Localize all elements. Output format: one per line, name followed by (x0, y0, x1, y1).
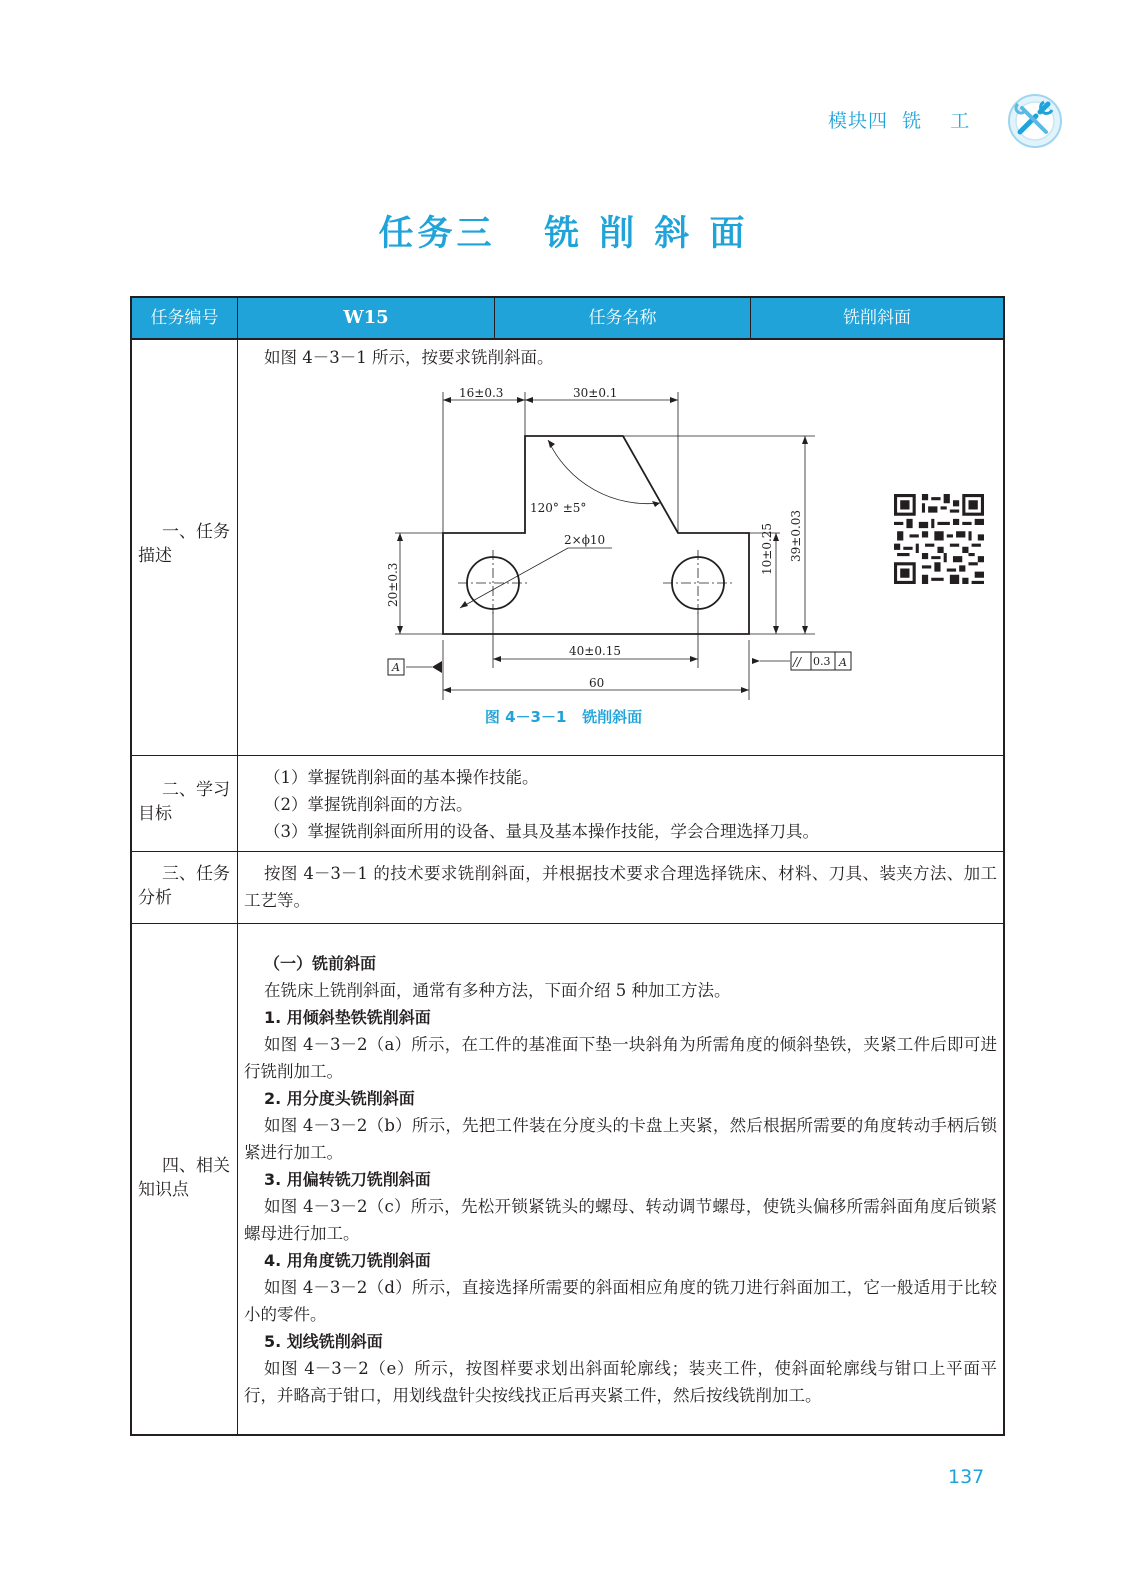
dim-39: 39±0.03 (789, 509, 803, 562)
header-cell-task-name: 铣削斜面 (843, 308, 911, 328)
row-learning-goals (132, 756, 1003, 852)
tolerance-symbol: // (793, 655, 802, 669)
dim-holes: 2×ϕ10 (564, 533, 606, 547)
page-number: 137 (948, 1466, 985, 1488)
table-header (132, 298, 1003, 340)
method-title: 1. 用倾斜垫铁铣削斜面 (264, 1008, 431, 1027)
dim-60: 60 (589, 676, 605, 690)
method-text: 如图 4－3－2（c）所示，先松开锁紧铣头的螺母、转动调节螺母，使铣头偏移所需斜面角度后锁紧螺母进行加工。 (244, 1197, 997, 1243)
method-text: 如图 4－3－2（b）所示，先把工件装在分度头的卡盘上夹紧，然后根据所需要的角度转动手柄后锁紧进行加工。 (244, 1116, 997, 1162)
dim-20: 20±0.3 (386, 562, 400, 607)
technical-drawing (248, 380, 868, 700)
tolerance-value: 0.3 (813, 655, 831, 668)
dim-16: 16±0.3 (459, 386, 504, 400)
wrench-gear-icon (1006, 92, 1064, 150)
row-label-description: 一、任务描述 (138, 522, 230, 566)
method-title: 2. 用分度头铣削斜面 (264, 1089, 415, 1108)
dim-40: 40±0.15 (569, 644, 622, 658)
knowledge-intro: 在铣床上铣削斜面，通常有多种方法，下面介绍 5 种加工方法。 (264, 981, 731, 1000)
page-title: 任务三 铣 削 斜 面 (378, 213, 749, 254)
goal-item: （3）掌握铣削斜面所用的设备、量具及基本操作技能，学会合理选择刀具。 (264, 822, 819, 841)
section-heading: （一）铣前斜面 (264, 954, 377, 973)
qr-code (894, 494, 984, 584)
figure-caption: 图 4－3－1 铣削斜面 (484, 708, 643, 726)
goal-item: （1）掌握铣削斜面的基本操作技能。 (264, 768, 539, 787)
method-title: 4. 用角度铣刀铣削斜面 (264, 1251, 431, 1270)
analysis-text: 按图 4－3－1 的技术要求铣削斜面，并根据技术要求合理选择铣床、材料、刀具、装夹方法、加工工艺等。 (244, 864, 997, 910)
goal-item: （2）掌握铣削斜面的方法。 (264, 795, 473, 814)
method-title: 3. 用偏转铣刀铣削斜面 (264, 1170, 431, 1189)
method-text: 如图 4－3－2（d）所示，直接选择所需要的斜面相应角度的铣刀进行斜面加工，它一般适用于比较小的零件。 (244, 1278, 997, 1324)
method-text: 如图 4－3－2（e）所示，按图样要求划出斜面轮廓线；装夹工件，使斜面轮廓线与钳口上平面平行，并略高于钳口，用划线盘针尖按线找正后再夹紧工件，然后按线铣削加工。 (244, 1359, 997, 1405)
dim-10: 10±0.25 (760, 522, 774, 575)
method-text: 如图 4－3－2（a）所示，在工件的基准面下垫一块斜角为所需角度的倾斜垫铁，夹紧工件后即可进行铣削加工。 (244, 1035, 997, 1081)
row-label-knowledge: 四、相关知识点 (138, 1156, 230, 1200)
row-label-goals: 二、学习目标 (138, 780, 230, 824)
module-title: 模块四 铣 工 (828, 110, 971, 132)
method-title: 5. 划线铣削斜面 (264, 1332, 383, 1351)
header-cell-task-name-label: 任务名称 (495, 298, 751, 338)
dim-30: 30±0.1 (573, 386, 618, 400)
dim-angle: 120° ±5° (530, 501, 587, 515)
datum-label: A (392, 661, 400, 674)
row-knowledge-points (132, 924, 1003, 1434)
tolerance-datum: A (839, 656, 847, 669)
header-cell-task-no-label: 任务编号 (132, 298, 238, 338)
row-label-analysis: 三、任务分析 (138, 864, 230, 908)
header-cell-task-no: W15 (238, 298, 495, 338)
row-task-analysis (132, 852, 1003, 924)
description-intro: 如图 4－3－1 所示，按要求铣削斜面。 (264, 348, 554, 367)
